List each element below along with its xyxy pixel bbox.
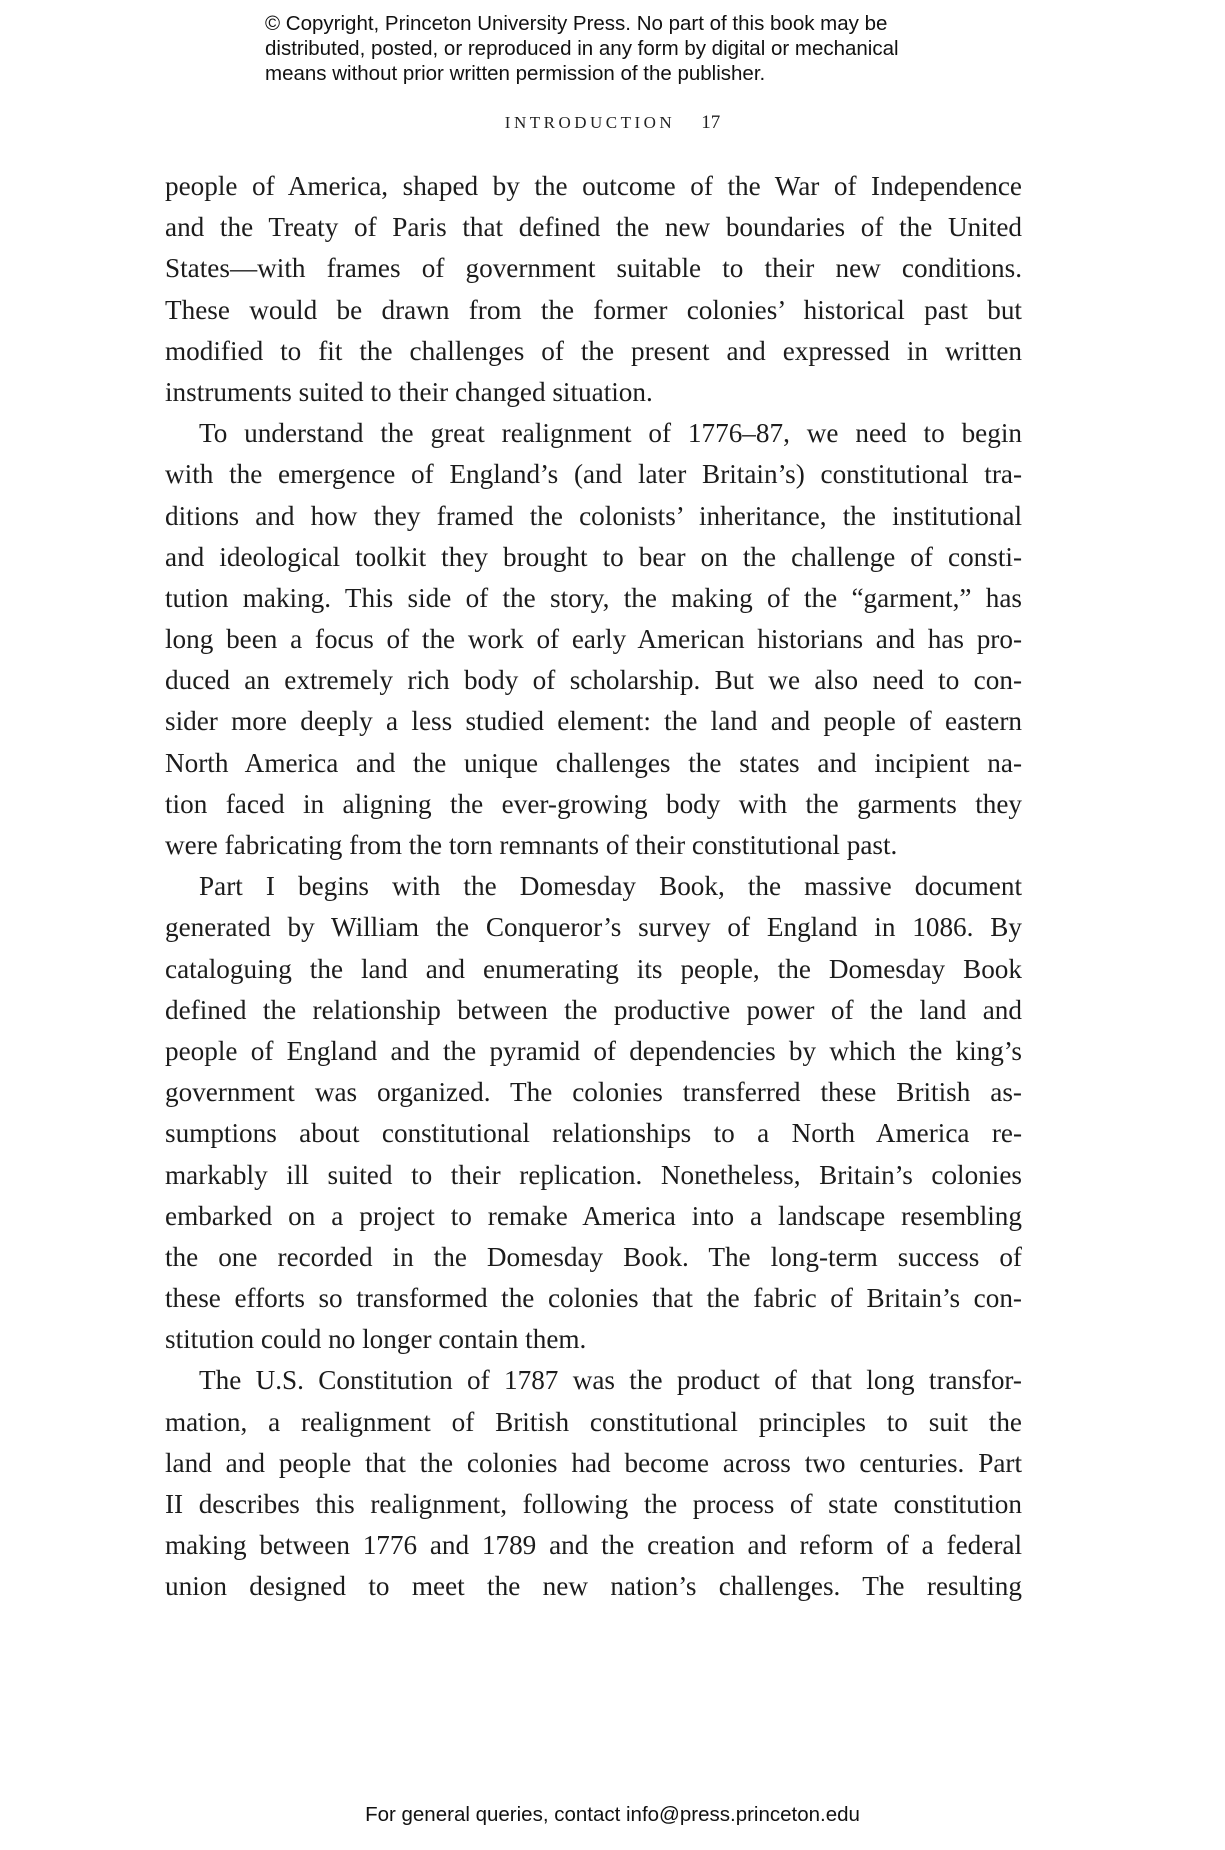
text-line: with the emergence of England’s (and later Britain’s) constitutional tra- bbox=[165, 459, 1022, 490]
page-number: 17 bbox=[701, 112, 721, 133]
text-line: people of America, shaped by the outcome of the War of Independence bbox=[165, 171, 1022, 201]
text-line: government was organized. The colonies transferred these British as- bbox=[165, 1077, 1022, 1108]
text-line: these efforts so transformed the colonies that the fabric of Britain’s con- bbox=[165, 1283, 1022, 1314]
text-line: duced an extremely rich body of scholarship. But we also need to con- bbox=[165, 665, 1022, 696]
paragraph bbox=[165, 413, 1022, 866]
text-line: To understand the great realignment of 1776–87, we need to begin bbox=[199, 418, 1022, 449]
text-line: markably ill suited to their replication. Nonetheless, Britain’s colonies bbox=[165, 1159, 1022, 1190]
text-line: making between 1776 and 1789 and the creation and reform of a federal bbox=[165, 1530, 1022, 1561]
text-line: tion faced in aligning the ever-growing body with the garments they bbox=[165, 788, 1022, 819]
text-line: These would be drawn from the former colonies’ historical past but bbox=[165, 294, 1022, 325]
text-line: sider more deeply a less studied element: the land and people of eastern bbox=[165, 706, 1022, 737]
text-line: the one recorded in the Domesday Book. The long-term success of bbox=[165, 1241, 1022, 1272]
footer-contact: For general queries, contact info@press.princeton.edu bbox=[365, 1803, 860, 1826]
text-line: North America and the unique challenges the states and incipient na- bbox=[165, 747, 1022, 778]
body-text bbox=[165, 166, 1022, 1608]
paragraph bbox=[165, 866, 1022, 1360]
copyright-line: distributed, posted, or reproduced in any form by digital or mechanical bbox=[265, 37, 899, 60]
paragraph bbox=[165, 166, 1022, 413]
text-line: The U.S. Constitution of 1787 was the product of that long transfor- bbox=[199, 1365, 1022, 1396]
text-line: people of England and the pyramid of dependencies by which the king’s bbox=[165, 1035, 1022, 1066]
text-line: generated by William the Conqueror’s survey of England in 1086. By bbox=[165, 912, 1022, 943]
text-line: cataloguing the land and enumerating its people, the Domesday Book bbox=[165, 953, 1022, 984]
text-line: States—with frames of government suitable to their new conditions. bbox=[165, 253, 1022, 284]
text-line: were fabricating from the torn remnants of their constitutional past. bbox=[165, 830, 898, 860]
text-line: tution making. This side of the story, the making of the “garment,” has bbox=[165, 582, 1022, 613]
copyright-notice bbox=[265, 11, 1025, 86]
text-line: and ideological toolkit they brought to bear on the challenge of consti- bbox=[165, 541, 1022, 572]
text-line: union designed to meet the new nation’s challenges. The resulting bbox=[165, 1571, 1022, 1602]
text-line: ditions and how they framed the colonists’ inheritance, the institutional bbox=[165, 500, 1022, 531]
text-line: instruments suited to their changed situation. bbox=[165, 376, 653, 407]
text-line: Part I begins with the Domesday Book, the massive document bbox=[199, 871, 1022, 902]
copyright-line: means without prior written permission of the publisher. bbox=[265, 62, 766, 85]
text-line: embarked on a project to remake America into a landscape resembling bbox=[165, 1200, 1022, 1231]
chapter-title: INTRODUCTION bbox=[504, 113, 676, 132]
text-line: defined the relationship between the productive power of the land and bbox=[165, 994, 1022, 1025]
text-line: II describes this realignment, following the process of state constitution bbox=[165, 1489, 1022, 1519]
text-line: modified to fit the challenges of the present and expressed in written bbox=[165, 335, 1022, 366]
paragraph bbox=[165, 1360, 1022, 1607]
text-line: stitution could no longer contain them. bbox=[165, 1324, 587, 1355]
text-line: and the Treaty of Paris that defined the new boundaries of the United bbox=[165, 212, 1022, 243]
text-line: long been a focus of the work of early American historians and has pro- bbox=[165, 624, 1022, 655]
running-head bbox=[0, 112, 1225, 134]
copyright-line: © Copyright, Princeton University Press. No part of this book may be bbox=[265, 12, 888, 35]
text-line: mation, a realignment of British constitutional principles to suit the bbox=[165, 1406, 1022, 1437]
text-line: land and people that the colonies had become across two centuries. Part bbox=[165, 1447, 1022, 1478]
text-line: sumptions about constitutional relationships to a North America re- bbox=[165, 1118, 1022, 1149]
